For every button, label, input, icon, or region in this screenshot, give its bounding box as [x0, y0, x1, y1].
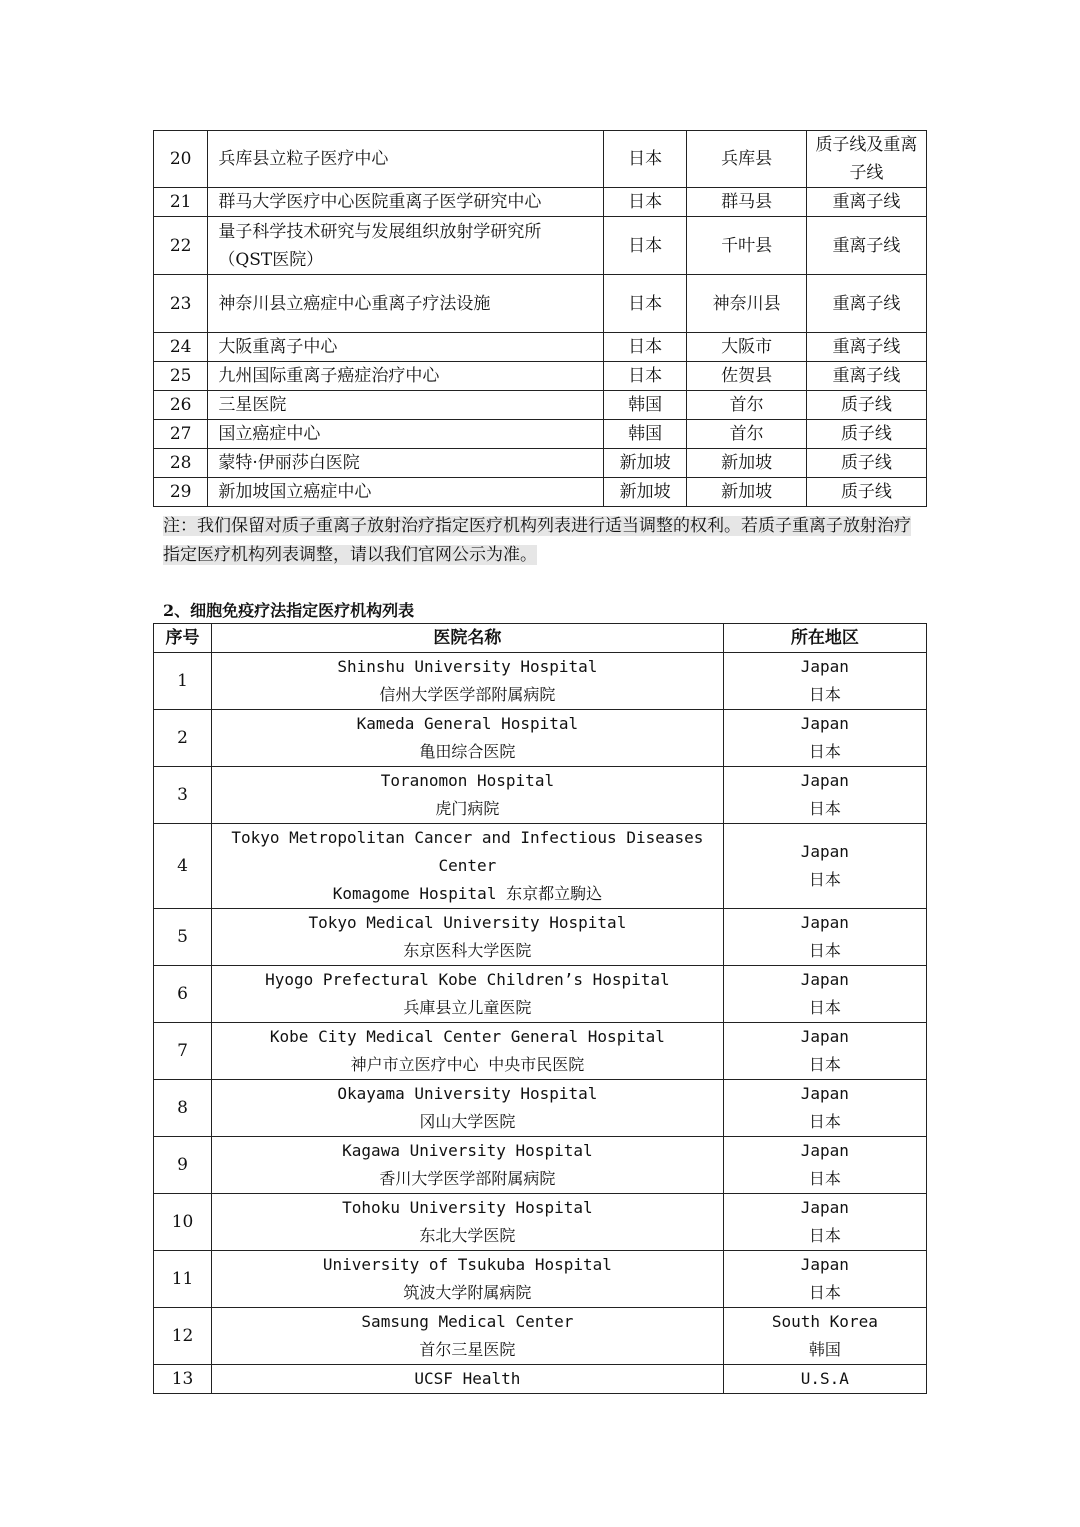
- beam-type: 质子线: [806, 420, 926, 449]
- region: 首尔: [687, 420, 806, 449]
- location-zh: 日本: [808, 1283, 841, 1302]
- facility-name: 神奈川县立癌症中心重离子疗法设施: [208, 275, 604, 333]
- beam-type: 质子线: [806, 391, 926, 420]
- location-zh: 日本: [808, 941, 841, 960]
- location-zh: 日本: [808, 1226, 841, 1245]
- section-heading: 2、细胞免疫疗法指定医疗机构列表: [163, 601, 415, 620]
- row-number: 24: [154, 333, 208, 362]
- hospital-name-en: University of Tsukuba Hospital: [322, 1255, 612, 1274]
- location-en: South Korea: [771, 1312, 878, 1331]
- country: 日本: [603, 362, 686, 391]
- beam-type: 质子线及重离子线: [806, 131, 926, 188]
- country: 新加坡: [603, 478, 686, 507]
- country: 日本: [603, 188, 686, 217]
- hospital-name: [212, 909, 724, 966]
- row-number: 2: [154, 710, 212, 767]
- region: 新加坡: [687, 449, 806, 478]
- location-zh: 日本: [808, 1112, 841, 1131]
- country: 新加坡: [603, 449, 686, 478]
- hospital-name-zh: 冈山大学医院: [419, 1112, 516, 1131]
- country: 日本: [603, 131, 686, 188]
- location: [723, 710, 926, 767]
- location-en: Japan: [800, 1255, 849, 1274]
- hospital-name-zh: Komagome Hospital 东京都立駒込: [332, 884, 603, 903]
- table-row: [154, 275, 927, 333]
- region: 大阪市: [687, 333, 806, 362]
- row-number: 4: [154, 824, 212, 909]
- table-note: [163, 512, 923, 570]
- location: [723, 653, 926, 710]
- table-row: [154, 217, 927, 275]
- hospital-name-zh: 神户市立医疗中心 中央市民医院: [350, 1055, 585, 1074]
- location-en: Japan: [800, 1198, 849, 1217]
- location-en: Japan: [800, 657, 849, 676]
- hospital-name-en: Kagawa University Hospital: [342, 1141, 593, 1160]
- facility-name: 新加坡国立癌症中心: [208, 478, 604, 507]
- hospital-name: [212, 1194, 724, 1251]
- country: 韩国: [603, 420, 686, 449]
- hospital-name-en: Kobe City Medical Center General Hospital: [269, 1027, 665, 1046]
- row-number: 5: [154, 909, 212, 966]
- table-row: [154, 1137, 927, 1194]
- hospital-name-en: Hyogo Prefectural Kobe Children’s Hospital: [265, 970, 670, 989]
- location: [723, 966, 926, 1023]
- location-en: Japan: [800, 1141, 849, 1160]
- location-en: Japan: [800, 1027, 849, 1046]
- beam-type: 质子线: [806, 478, 926, 507]
- location-en: Japan: [800, 714, 849, 733]
- table-row: [154, 188, 927, 217]
- region: 千叶县: [687, 217, 806, 275]
- hospital-name: [212, 1365, 724, 1394]
- region: 群马县: [687, 188, 806, 217]
- facility-name: 九州国际重离子癌症治疗中心: [208, 362, 604, 391]
- location-zh: 日本: [808, 685, 841, 704]
- region: 兵库县: [687, 131, 806, 188]
- beam-type: 重离子线: [806, 362, 926, 391]
- location: [723, 1308, 926, 1365]
- facility-name: 蒙特·伊丽莎白医院: [208, 449, 604, 478]
- table-row: [154, 710, 927, 767]
- table-row: [154, 909, 927, 966]
- row-number: 11: [154, 1251, 212, 1308]
- row-number: 29: [154, 478, 208, 507]
- region: 新加坡: [687, 478, 806, 507]
- row-number: 10: [154, 1194, 212, 1251]
- hospital-name-en: UCSF Health: [414, 1369, 521, 1388]
- location-zh: 日本: [808, 742, 841, 761]
- location: [723, 1137, 926, 1194]
- region: 神奈川县: [687, 275, 806, 333]
- cell-immunotherapy-table: [153, 623, 927, 1394]
- table-row: [154, 1251, 927, 1308]
- location-en: Japan: [800, 970, 849, 989]
- table-row: [154, 420, 927, 449]
- hospital-name-en: Tokyo Medical University Hospital: [308, 913, 627, 932]
- row-number: 21: [154, 188, 208, 217]
- hospital-name: [212, 1080, 724, 1137]
- row-number: 12: [154, 1308, 212, 1365]
- beam-type: 重离子线: [806, 333, 926, 362]
- table-row: [154, 653, 927, 710]
- table-row: [154, 1194, 927, 1251]
- hospital-name-en: Toranomon Hospital: [380, 771, 555, 790]
- facility-name: 大阪重离子中心: [208, 333, 604, 362]
- header-number: 序号: [154, 624, 212, 653]
- row-number: 25: [154, 362, 208, 391]
- table-row: [154, 131, 927, 188]
- location: [723, 909, 926, 966]
- location: [723, 1251, 926, 1308]
- row-number: 28: [154, 449, 208, 478]
- row-number: 6: [154, 966, 212, 1023]
- row-number: 3: [154, 767, 212, 824]
- hospital-name: [212, 767, 724, 824]
- country: 日本: [603, 217, 686, 275]
- row-number: 13: [154, 1365, 212, 1394]
- table-row: [154, 391, 927, 420]
- location-zh: 日本: [808, 799, 841, 818]
- proton-heavy-ion-table: [153, 130, 927, 507]
- hospital-name-en: Samsung Medical Center: [361, 1312, 574, 1331]
- row-number: 26: [154, 391, 208, 420]
- hospital-name-zh: 虎门病院: [435, 799, 500, 818]
- hospital-name: [212, 824, 724, 909]
- location-zh: 日本: [808, 1055, 841, 1074]
- facility-name: 兵库县立粒子医疗中心: [208, 131, 604, 188]
- hospital-name-zh: 筑波大学附属病院: [403, 1283, 532, 1302]
- header-hospital: 医院名称: [212, 624, 724, 653]
- table-row: [154, 1308, 927, 1365]
- hospital-name: [212, 710, 724, 767]
- location: [723, 1365, 926, 1394]
- hospital-name: [212, 966, 724, 1023]
- facility-name: 量子科学技术研究与发展组织放射学研究所（QST医院）: [208, 217, 604, 275]
- facility-name: 三星医院: [208, 391, 604, 420]
- location: [723, 1194, 926, 1251]
- hospital-name: [212, 1137, 724, 1194]
- region: 佐贺县: [687, 362, 806, 391]
- table-row: [154, 966, 927, 1023]
- hospital-name-zh: 东京医科大学医院: [403, 941, 532, 960]
- location-en: Japan: [800, 842, 849, 861]
- table-row: [154, 1023, 927, 1080]
- row-number: 20: [154, 131, 208, 188]
- table-row: [154, 824, 927, 909]
- hospital-name-zh: 亀田综合医院: [419, 742, 516, 761]
- location: [723, 1080, 926, 1137]
- location: [723, 767, 926, 824]
- row-number: 23: [154, 275, 208, 333]
- table-row: [154, 333, 927, 362]
- location-zh: 日本: [808, 998, 841, 1017]
- hospital-name: [212, 1023, 724, 1080]
- hospital-name-en: Okayama University Hospital: [337, 1084, 598, 1103]
- location-en: Japan: [800, 913, 849, 932]
- beam-type: 重离子线: [806, 217, 926, 275]
- table-row: [154, 362, 927, 391]
- country: 韩国: [603, 391, 686, 420]
- country: 日本: [603, 333, 686, 362]
- row-number: 22: [154, 217, 208, 275]
- location-en: U.S.A: [800, 1369, 849, 1388]
- location-en: Japan: [800, 1084, 849, 1103]
- region: 首尔: [687, 391, 806, 420]
- hospital-name-zh: 香川大学医学部附属病院: [379, 1169, 556, 1188]
- hospital-name: [212, 1251, 724, 1308]
- hospital-name-en: Tokyo Metropolitan Cancer and Infectious Diseases Center: [231, 828, 704, 875]
- header-location: 所在地区: [723, 624, 926, 653]
- location-zh: 日本: [808, 870, 841, 889]
- row-number: 9: [154, 1137, 212, 1194]
- beam-type: 重离子线: [806, 188, 926, 217]
- location: [723, 1023, 926, 1080]
- hospital-name-zh: 首尔三星医院: [419, 1340, 516, 1359]
- country: 日本: [603, 275, 686, 333]
- note-text: 注：我们保留对质子重离子放射治疗指定医疗机构列表进行适当调整的权利。若质子重离子放射治疗指定医疗机构列表调整，请以我们官网公示为准。: [163, 516, 911, 565]
- location: [723, 824, 926, 909]
- hospital-name-zh: 东北大学医院: [419, 1226, 516, 1245]
- table-header-row: [154, 624, 927, 653]
- hospital-name-en: Shinshu University Hospital: [337, 657, 598, 676]
- table-row: [154, 767, 927, 824]
- location-zh: 韩国: [808, 1340, 841, 1359]
- row-number: 1: [154, 653, 212, 710]
- table-row: [154, 1080, 927, 1137]
- facility-name: 群马大学医疗中心医院重离子医学研究中心: [208, 188, 604, 217]
- table-row: [154, 478, 927, 507]
- row-number: 27: [154, 420, 208, 449]
- hospital-name-en: Kameda General Hospital: [356, 714, 579, 733]
- hospital-name: [212, 1308, 724, 1365]
- location-en: Japan: [800, 771, 849, 790]
- table-row: [154, 1365, 927, 1394]
- row-number: 8: [154, 1080, 212, 1137]
- table-row: [154, 449, 927, 478]
- facility-name: 国立癌症中心: [208, 420, 604, 449]
- hospital-name-zh: 兵庫县立儿童医院: [403, 998, 532, 1017]
- location-zh: 日本: [808, 1169, 841, 1188]
- hospital-name-en: Tohoku University Hospital: [342, 1198, 593, 1217]
- hospital-name-zh: 信州大学医学部附属病院: [379, 685, 556, 704]
- hospital-name: [212, 653, 724, 710]
- row-number: 7: [154, 1023, 212, 1080]
- beam-type: 重离子线: [806, 275, 926, 333]
- beam-type: 质子线: [806, 449, 926, 478]
